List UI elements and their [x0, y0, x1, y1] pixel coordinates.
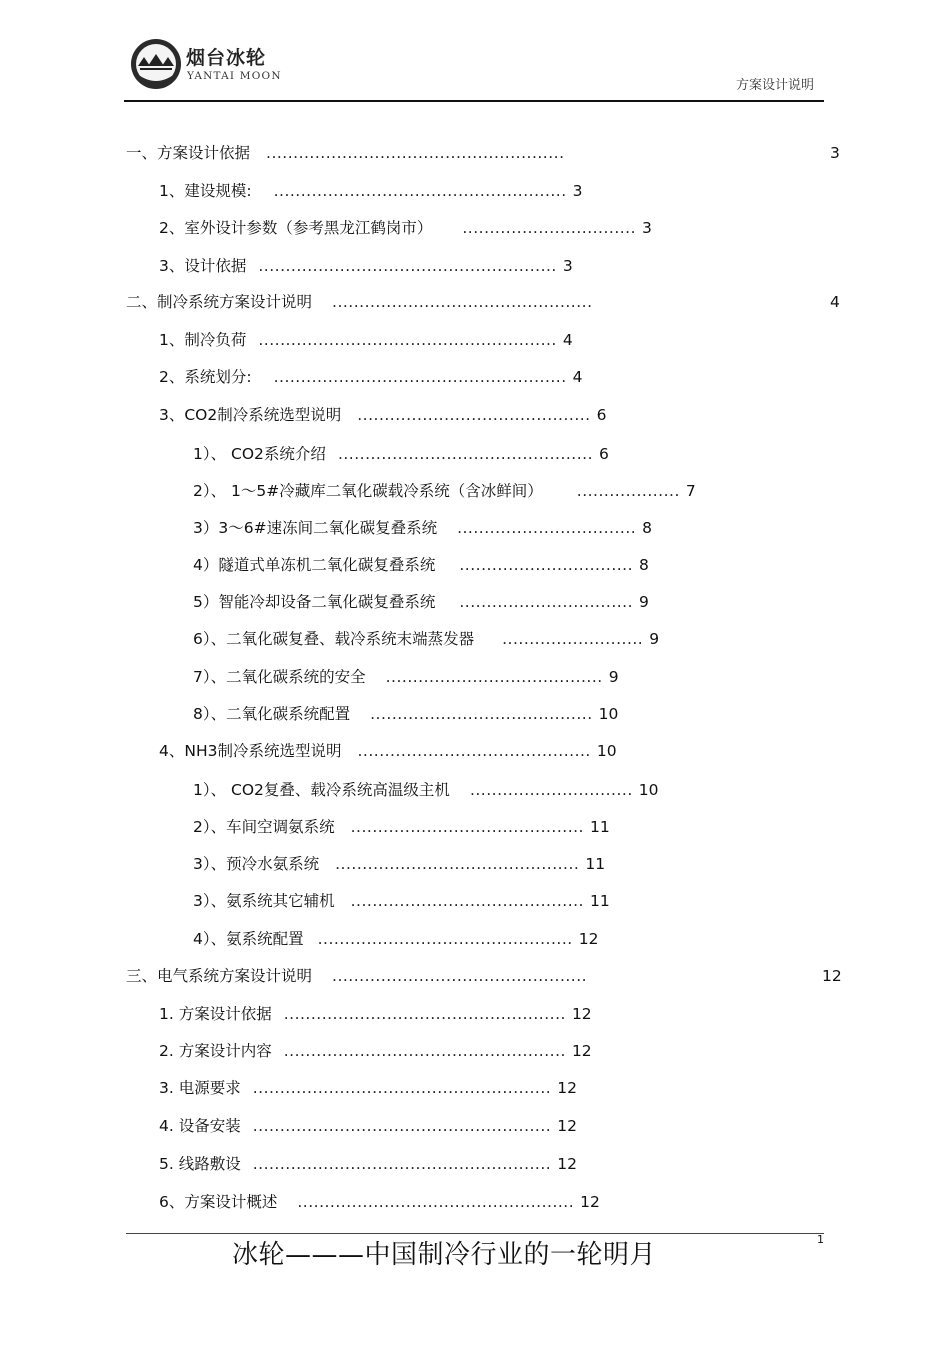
toc-entry-title: 6、方案设计概述	[159, 1193, 278, 1211]
toc-entry-title: 2、系统划分:	[159, 368, 252, 386]
toc-entry-3-3[interactable]	[159, 1076, 577, 1100]
toc-entry-2-1[interactable]	[159, 328, 573, 352]
toc-leader-dots: .......................................................	[258, 257, 557, 275]
toc-entry-page: 12	[557, 1117, 577, 1135]
toc-entry-title: 3）3～6#速冻间二氧化碳复叠系统	[193, 519, 438, 537]
toc-leader-dots: .................................	[457, 519, 637, 537]
toc-entry-2-4-3[interactable]	[193, 852, 605, 876]
toc-entry-page: 11	[590, 892, 610, 910]
toc-leader-dots: ...............................................	[337, 445, 594, 463]
toc-entry-page: 9	[639, 593, 649, 611]
toc-entry-page: 12	[571, 1042, 592, 1060]
document-title: 方案设计说明	[735, 78, 814, 93]
toc-entry-page: 3	[642, 219, 652, 237]
toc-entry-page: 7	[685, 482, 696, 500]
toc-entry-3-5[interactable]	[159, 1152, 577, 1176]
toc-entry-page: 12	[557, 1079, 577, 1097]
toc-leader-dots: .........................................	[370, 705, 593, 723]
toc-entry-2-3[interactable]	[159, 403, 607, 427]
toc-leader-dots: ...............................................	[317, 930, 573, 948]
toc-leader-dots: .......................................................	[252, 1155, 552, 1173]
toc-leader-dots: ...........................................	[350, 892, 584, 910]
toc-entry-title: 2、室外设计参数（参考黑龙江鹤岗市）	[159, 219, 433, 237]
toc-entry-2-4-2[interactable]	[193, 815, 610, 839]
toc-entry-title: 2）、 1～5#冷藏库二氧化碳载冷系统（含冰鲜间）	[193, 482, 543, 500]
toc-leader-dots: .......................................................	[258, 331, 557, 349]
toc-leader-dots: ...............................................	[332, 967, 588, 985]
toc-entry-page: 11	[585, 855, 606, 873]
toc-entry-page: 9	[649, 630, 660, 648]
toc-entry-title: 1）、 CO2复叠、载冷系统高温级主机	[193, 781, 450, 799]
toc-entry-3[interactable]	[126, 964, 587, 988]
toc-leader-dots: .......................................................	[252, 1117, 552, 1135]
footer-slogan: 冰轮———中国制冷行业的一轮明月	[232, 1240, 657, 1270]
toc-entry-page: 6	[596, 406, 607, 424]
toc-entry-2-3-2[interactable]	[193, 479, 696, 503]
toc-leader-dots: ...........................................	[350, 818, 584, 836]
toc-entry-title: 1、制冷负荷	[159, 331, 247, 349]
toc-entry-page: 11	[590, 818, 610, 836]
toc-entry-2-3-4[interactable]	[193, 553, 649, 577]
toc-entry-title: 4）隧道式单冻机二氧化碳复叠系统	[193, 556, 436, 574]
toc-entry-3-6[interactable]	[159, 1190, 600, 1214]
toc-entry-page: 12	[557, 1155, 577, 1173]
toc-entry-title: 2）、车间空调氨系统	[193, 818, 335, 836]
toc-entry-title: 1）、 CO2系统介绍	[193, 445, 326, 463]
toc-entry-page: 10	[596, 742, 617, 760]
toc-entry-title: 1、建设规模:	[159, 182, 252, 200]
toc-entry-page: 10	[598, 705, 619, 723]
toc-entry-title: 一、方案设计依据	[126, 144, 251, 162]
toc-entry-page: 10	[638, 781, 659, 799]
toc-leader-dots: ................................	[459, 593, 634, 611]
toc-entry-page: 4	[572, 368, 583, 386]
logo-english-name: YANTAI MOON	[187, 70, 282, 82]
toc-entry-title: 3. 电源要求	[159, 1079, 241, 1097]
toc-leader-dots: ................................................	[332, 293, 593, 311]
toc-entry-title: 7）、二氧化碳系统的安全	[193, 668, 366, 686]
page-number: 1	[817, 1233, 824, 1246]
toc-leader-dots: ..........................	[502, 630, 644, 648]
toc-leader-dots: ....................................................	[283, 1042, 566, 1060]
toc-entry-page: 8	[639, 556, 649, 574]
toc-leader-dots: ....................................................	[283, 1005, 566, 1023]
toc-entry-2-3-3[interactable]	[193, 516, 652, 540]
toc-entry-title: 4. 设备安装	[159, 1117, 241, 1135]
toc-leader-dots: ..............................	[469, 781, 633, 799]
toc-entry-2-4-5[interactable]	[193, 927, 598, 951]
toc-entry-title: 二、制冷系统方案设计说明	[126, 293, 313, 311]
toc-leader-dots: ...........................................	[357, 406, 591, 424]
toc-entry-page: 3	[562, 257, 573, 275]
toc-entry-2-3-1[interactable]	[193, 442, 609, 466]
toc-entry-page: 12	[822, 967, 842, 985]
toc-entry-2-4-1[interactable]	[193, 778, 658, 802]
toc-entry-title: 3、设计依据	[159, 257, 247, 275]
toc-entry-1-1[interactable]	[159, 179, 583, 203]
toc-entry-title: 3）、预冷水氨系统	[193, 855, 320, 873]
toc-entry-title: 6）、二氧化碳复叠、载冷系统末端蒸发器	[193, 630, 475, 648]
toc-entry-2[interactable]	[126, 290, 593, 314]
toc-entry-page: 8	[642, 519, 653, 537]
toc-entry-1-3[interactable]	[159, 254, 573, 278]
toc-leader-dots: ...........................................	[357, 742, 591, 760]
toc-entry-3-4[interactable]	[159, 1114, 577, 1138]
toc-entry-2-4-4[interactable]	[193, 889, 610, 913]
toc-entry-2-3-6[interactable]	[193, 627, 659, 651]
toc-entry-title: 4）、氨系统配置	[193, 930, 304, 948]
toc-entry-3-2[interactable]	[159, 1039, 592, 1063]
toc-entry-title: 3、CO2制冷系统选型说明	[159, 406, 342, 424]
toc-leader-dots: ...................	[576, 482, 680, 500]
toc-entry-1-2[interactable]	[159, 216, 652, 240]
toc-entry-page: 12	[578, 930, 599, 948]
toc-entry-title: 4、NH3制冷系统选型说明	[159, 742, 342, 760]
toc-entry-page: 12	[571, 1005, 592, 1023]
toc-entry-title: 8）、二氧化碳系统配置	[193, 705, 351, 723]
toc-entry-title: 2. 方案设计内容	[159, 1042, 272, 1060]
toc-entry-title: 5. 线路敷设	[159, 1155, 241, 1173]
toc-entry-2-3-8[interactable]	[193, 702, 618, 726]
logo-chinese-name: 烟台冰轮	[186, 47, 267, 69]
toc-entry-2-2[interactable]	[159, 365, 583, 389]
toc-leader-dots: ................................	[459, 556, 634, 574]
toc-entry-2-3-7[interactable]	[193, 665, 619, 689]
toc-entry-title: 5）智能冷却设备二氧化碳复叠系统	[193, 593, 436, 611]
toc-leader-dots: .......................................................	[252, 1079, 552, 1097]
toc-entry-title: 1. 方案设计依据	[159, 1005, 272, 1023]
toc-leader-dots: ......................................................	[273, 182, 567, 200]
toc-leader-dots: ........................................	[385, 668, 603, 686]
toc-entry-1[interactable]	[126, 141, 565, 165]
toc-entry-page: 12	[580, 1193, 600, 1211]
toc-entry-page: 4	[830, 293, 840, 311]
toc-entry-page: 3	[572, 182, 583, 200]
toc-entry-title: 三、电气系统方案设计说明	[126, 967, 313, 985]
toc-leader-dots: ......................................................	[273, 368, 567, 386]
toc-entry-title: 3）、氨系统其它辅机	[193, 892, 335, 910]
toc-entry-page: 3	[830, 144, 840, 162]
toc-entry-2-4[interactable]	[159, 739, 617, 763]
toc-entry-page: 4	[562, 331, 573, 349]
toc-entry-2-3-5[interactable]	[193, 590, 649, 614]
toc-leader-dots: .......................................................	[266, 144, 565, 162]
toc-leader-dots: .............................................	[335, 855, 580, 873]
toc-leader-dots: ................................	[462, 219, 637, 237]
toc-entry-3-1[interactable]	[159, 1002, 592, 1026]
toc-leader-dots: ...................................................	[297, 1193, 575, 1211]
toc-entry-page: 9	[608, 668, 619, 686]
toc-entry-page: 6	[599, 445, 609, 463]
